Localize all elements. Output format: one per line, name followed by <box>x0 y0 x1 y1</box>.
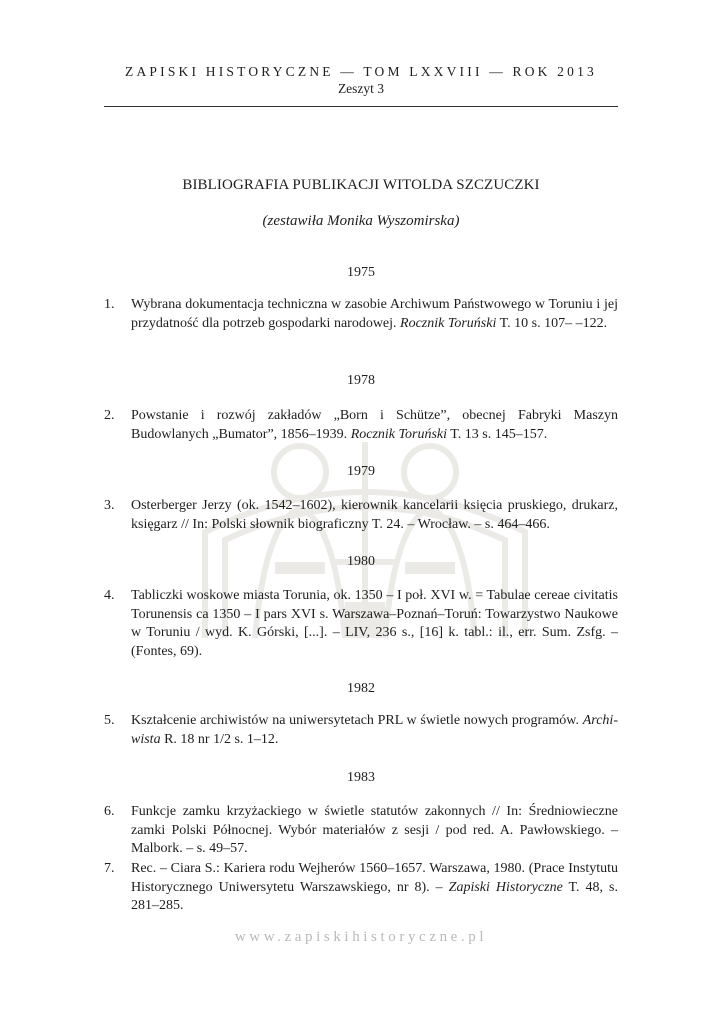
entry-text: Osterberger Jerzy (ok. 1542–1602), kierownik kancelarii księcia pruskiego, drukarz, księgarz // In: Polski słownik biograficzny T. 24. – Wrocław. – s. 464–466. <box>131 498 618 532</box>
issue-number: Zeszyt 3 <box>337 81 385 96</box>
year-heading-1980: 1980 <box>347 554 375 569</box>
bibliography-entry-4 <box>104 587 618 661</box>
bibliography-entry-6 <box>104 803 618 859</box>
entry-number: 7. <box>104 861 115 876</box>
year-heading-1975: 1975 <box>347 265 375 280</box>
bibliography-entry-3 <box>104 497 618 534</box>
entry-number: 3. <box>104 498 115 513</box>
bibliography-entry-5 <box>104 712 618 749</box>
entry-number: 2. <box>104 408 115 423</box>
entry-text: Wybrana dokumentacja techniczna w zasobie Archiwum Państwowego w Toruniu i jej przydatność dla potrzeb gospodarki narodowej. Rocznik Toruński T. 10 s. 107– –122. <box>131 297 618 331</box>
entry-text: Funkcje zamku krzyżackiego w świetle statutów zakonnych // In: Średniowieczne zamki Polski Północnej. Wybór materiałów z sesji / pod red. A. Pawłowskiego. – Malbork. – s. 49–57. <box>131 804 618 856</box>
year-heading-1983: 1983 <box>347 770 375 785</box>
bibliography-entry-2 <box>104 407 618 444</box>
running-header <box>104 63 618 97</box>
website-footer: www.zapiskihistoryczne.pl <box>234 929 488 945</box>
year-heading-1982: 1982 <box>347 681 375 696</box>
bibliography-entry-1 <box>104 296 618 333</box>
year-heading-1978: 1978 <box>347 373 375 388</box>
entry-text: Tabliczki woskowe miasta Torunia, ok. 1350 – I poł. XVI w. = Tabulae cereae civitatis Torunensis ca 1350 – I pars XVI s. Warszawa–Poznań–Toruń: Towarzystwo Naukowe w Toruniu / wyd. K. Górski, [...]. – LIV, 236 s., [16] k. tabl.: il., err. Sum. Zsfg. – (Fontes, 69). <box>131 588 618 659</box>
entry-text: Powstanie i rozwój zakładów „Born i Schütze”, obecnej Fabryki Maszyn Budowlanych „Bumator”, 1856–1939. Rocznik Toruński T. 13 s. 145–157. <box>131 408 618 442</box>
journal-title: ZAPISKI HISTORYCZNE — TOM LXXVIII — ROK 2013 <box>125 64 597 79</box>
entry-number: 1. <box>104 297 115 312</box>
bibliography-entry-7 <box>104 860 618 916</box>
compiler-credit: (zestawiła Monika Wyszomirska) <box>262 213 460 229</box>
entry-number: 5. <box>104 713 115 728</box>
header-rule <box>104 106 618 107</box>
year-heading-1979: 1979 <box>347 464 375 479</box>
article-title: BIBLIOGRAFIA PUBLIKACJI WITOLDA SZCZUCZKI <box>182 177 540 193</box>
entry-number: 4. <box>104 588 115 603</box>
entry-text: Kształcenie archiwistów na uniwersytetach PRL w świetle nowych programów. Archiwista R. 18 nr 1/2 s. 1–12. <box>131 713 618 747</box>
entry-number: 6. <box>104 804 115 819</box>
entry-text: Rec. – Ciara S.: Kariera rodu Wejherów 1560–1657. Warszawa, 1980. (Prace Instytutu Historycznego Uniwersytetu Warszawskiego, nr 8). – Zapiski Historyczne T. 48, s. 281–285. <box>131 861 618 913</box>
